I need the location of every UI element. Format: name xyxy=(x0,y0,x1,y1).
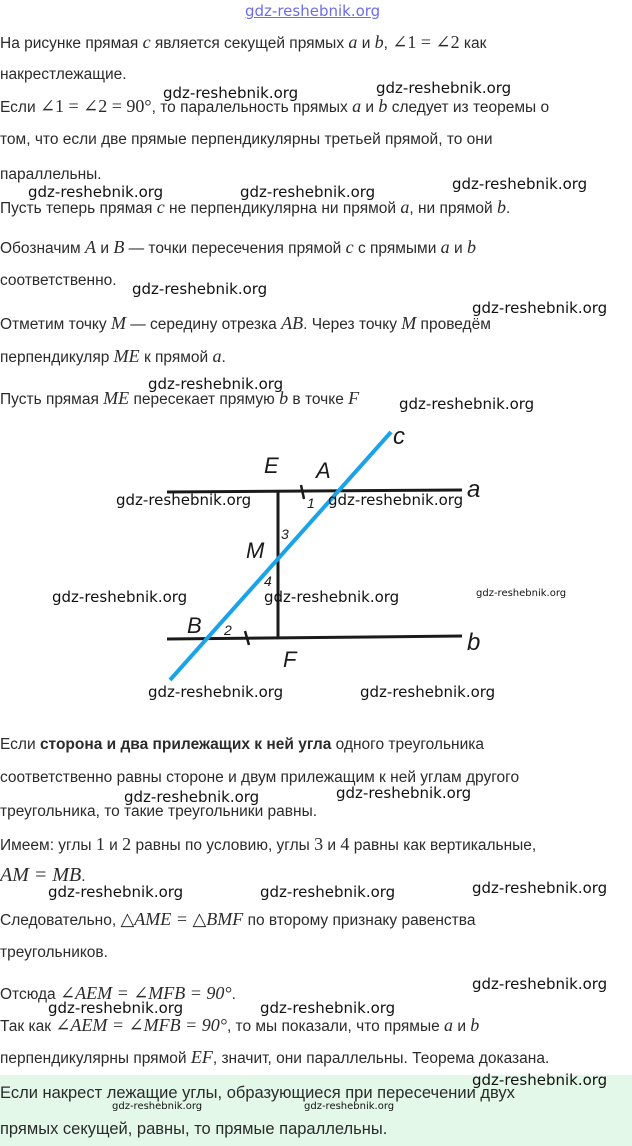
text: На рисунке прямая xyxy=(0,35,143,52)
p9-line1 xyxy=(0,909,475,930)
watermark: gdz-reshebnik.org xyxy=(472,879,608,897)
math-b: b xyxy=(470,1015,480,1035)
label-c: c xyxy=(393,423,405,450)
math-A: A xyxy=(85,237,97,257)
p2-line3: параллельны. xyxy=(0,166,102,183)
bold-text: сторона и два прилежащих к ней угла xyxy=(39,736,332,753)
math-c: c xyxy=(345,237,354,257)
math-4: 4 xyxy=(340,834,350,854)
text: Обозначим xyxy=(0,240,86,257)
text: , значит, они параллельны. Теорема доказана. xyxy=(212,1050,550,1067)
text: Пусть прямая xyxy=(0,391,104,408)
p4-line2: соответственно. xyxy=(0,272,117,289)
text: . Через точку xyxy=(303,316,402,333)
math-b: b xyxy=(378,96,388,116)
text: в точке xyxy=(288,391,349,408)
conclusion-line1: Если накрест лежащие углы, образующиеся при пересечении двух xyxy=(0,1084,515,1102)
label-a: a xyxy=(467,476,481,503)
math-eq: ∠AEM = ∠MFB = 90° xyxy=(60,983,232,1003)
text: , ни прямой xyxy=(409,200,497,217)
text: Отметим точку xyxy=(0,316,111,333)
watermark: gdz-reshebnik.org xyxy=(476,588,567,599)
text: перпендикуляр xyxy=(0,349,114,366)
math-2: 2 xyxy=(122,834,132,854)
watermark: gdz-reshebnik.org xyxy=(132,280,268,298)
text: к прямой xyxy=(139,349,213,366)
math-M: M xyxy=(401,313,417,333)
text: следует из теоремы о xyxy=(387,99,550,116)
text: и xyxy=(453,1018,471,1035)
math-eq: ∠1 = ∠2 xyxy=(392,32,460,52)
text: , xyxy=(383,35,393,52)
text: и xyxy=(323,837,341,854)
text: Имеем: углы xyxy=(0,837,96,854)
math-c: c xyxy=(142,32,151,52)
text: проведём xyxy=(416,316,491,333)
math-ME: ME xyxy=(113,346,140,366)
text: . xyxy=(231,986,236,1003)
text: Если xyxy=(0,736,40,753)
math-a: a xyxy=(352,96,362,116)
text: . xyxy=(81,868,86,885)
watermark: gdz-reshebnik.org xyxy=(264,588,400,606)
text: и xyxy=(96,240,114,257)
watermark: gdz-reshebnik.org xyxy=(163,84,299,102)
watermark: gdz-reshebnik.org xyxy=(112,1101,203,1112)
p11-line2 xyxy=(0,1047,549,1068)
watermark: gdz-reshebnik.org xyxy=(472,1071,608,1089)
math-a: a xyxy=(440,237,450,257)
label-M: M xyxy=(246,538,265,563)
math-F: F xyxy=(348,388,360,408)
text: с прямыми xyxy=(353,240,441,257)
secant-c xyxy=(170,432,391,680)
text: Так как xyxy=(0,1018,56,1035)
watermark: gdz-reshebnik.org xyxy=(260,999,396,1017)
math-a: a xyxy=(444,1015,454,1035)
text: — середину отрезка xyxy=(125,316,282,333)
text: перпендикулярны прямой xyxy=(0,1050,191,1067)
angle-2: 2 xyxy=(224,622,232,638)
p1-line2: накрестлежащие. xyxy=(0,66,127,83)
math-1: 1 xyxy=(95,834,105,854)
math-eq: ∠AEM = ∠MFB = 90° xyxy=(55,1015,227,1035)
text: не перпендикулярна ни прямой xyxy=(164,200,401,217)
math-M: M xyxy=(110,313,126,333)
math-3: 3 xyxy=(314,834,324,854)
math-ME: ME xyxy=(103,388,130,408)
tick-upper xyxy=(301,485,304,499)
conclusion-line2: прямых секущей, равны, то прямые параллельны. xyxy=(0,1120,388,1138)
text: и xyxy=(361,99,379,116)
math-B: B xyxy=(113,237,125,257)
label-A: A xyxy=(316,458,331,483)
watermark: gdz-reshebnik.org xyxy=(472,299,608,317)
label-F: F xyxy=(283,647,297,672)
watermark: gdz-reshebnik.org xyxy=(304,1101,395,1112)
text: , то паралельность прямых xyxy=(151,99,353,116)
math-c: c xyxy=(156,197,165,217)
watermark: gdz-reshebnik.org xyxy=(52,588,188,606)
watermark: gdz-reshebnik.org xyxy=(376,79,512,97)
text: Если xyxy=(0,99,40,116)
text: пересекает прямую xyxy=(129,391,280,408)
math-a: a xyxy=(212,346,222,366)
text: и xyxy=(357,35,375,52)
watermark: gdz-reshebnik.org xyxy=(452,175,588,193)
angle-4: 4 xyxy=(264,573,272,589)
text: Пусть теперь прямая xyxy=(0,200,157,217)
text: и xyxy=(104,837,123,854)
math-b: b xyxy=(466,237,476,257)
watermark: gdz-reshebnik.org xyxy=(148,683,284,701)
math-b: b xyxy=(374,32,384,52)
math-EF: EF xyxy=(190,1047,213,1067)
watermark: gdz-reshebnik.org xyxy=(116,491,252,509)
p8-line1 xyxy=(0,834,536,855)
text: равны как вертикальные, xyxy=(349,837,537,854)
watermark: gdz-reshebnik.org xyxy=(360,683,496,701)
watermark: gdz-reshebnik.org xyxy=(48,999,184,1017)
watermark: gdz-reshebnik.org xyxy=(124,788,260,806)
label-B: B xyxy=(187,613,202,638)
watermark: gdz-reshebnik.org xyxy=(48,883,184,901)
text: одного треугольника xyxy=(331,736,484,753)
watermark: gdz-reshebnik.org xyxy=(28,183,164,201)
watermark: gdz-reshebnik.org xyxy=(148,375,284,393)
watermark: gdz-reshebnik.org xyxy=(260,883,396,901)
text: по второму признаку равенства xyxy=(243,912,476,929)
watermark: gdz-reshebnik.org xyxy=(336,784,472,802)
watermark-top[interactable]: gdz-reshebnik.org xyxy=(245,2,381,20)
math-a: a xyxy=(348,32,358,52)
text: — точки пересечения прямой xyxy=(124,240,346,257)
text: , то мы показали, что прямые xyxy=(226,1018,445,1035)
text: Отсюда xyxy=(0,986,60,1003)
math-b: b xyxy=(496,197,506,217)
text: Следовательно, xyxy=(0,912,121,929)
label-b: b xyxy=(467,629,481,656)
math-AB: AB xyxy=(281,313,304,333)
p11-line1 xyxy=(0,1015,479,1036)
math-eq: AM = MB xyxy=(0,864,82,886)
watermark: gdz-reshebnik.org xyxy=(240,183,376,201)
text: . xyxy=(505,200,511,217)
p7-line3: треугольника, то такие треугольники равны. xyxy=(0,803,318,820)
label-E: E xyxy=(264,453,279,478)
angle-3: 3 xyxy=(281,526,289,542)
p2-line2: том, что если две прямые перпендикулярны третьей прямой, то они xyxy=(0,131,493,148)
text: . xyxy=(221,349,226,366)
p7-line2: соответственно равны стороне и двум прилежащим к ней углам другого xyxy=(0,769,520,786)
angle-1: 1 xyxy=(307,495,315,511)
text: и xyxy=(449,240,467,257)
watermark: gdz-reshebnik.org xyxy=(399,395,535,413)
watermark: gdz-reshebnik.org xyxy=(472,975,608,993)
math-eq: ∠1 = ∠2 = 90° xyxy=(39,96,152,116)
math-b: b xyxy=(279,388,289,408)
text: равны по условию, углы xyxy=(131,837,315,854)
p9-line2: треугольников. xyxy=(0,944,108,961)
watermark: gdz-reshebnik.org xyxy=(328,491,464,509)
text: является секущей прямых xyxy=(150,35,349,52)
text: как xyxy=(459,35,487,52)
math-a: a xyxy=(400,197,410,217)
math-eq: △AME = △BMF xyxy=(120,909,244,929)
p7-line1 xyxy=(0,736,484,754)
